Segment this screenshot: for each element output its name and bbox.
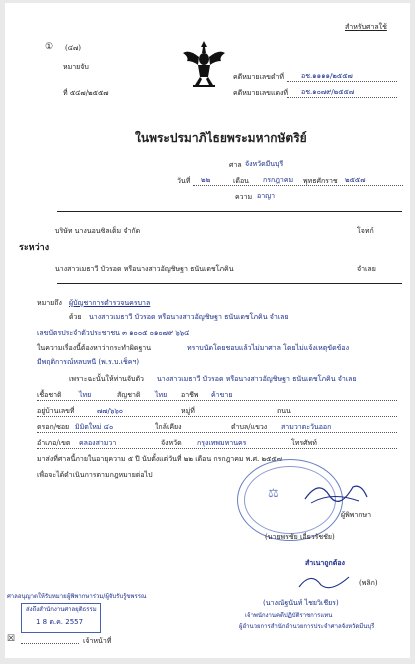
subdistrict-value: สามวาตะวันออก — [281, 423, 332, 431]
closing-text: เพื่อจะได้ดำเนินการตามกฎหมายต่อไป — [37, 471, 153, 479]
clerk-role: เจ้าพนักงานคดีปฏิบัติราชการแทน — [245, 612, 333, 619]
case-type-label: ความ — [235, 193, 253, 201]
order-value: นางสาวเมธาวี บัวรอด หรือนางสาวอัญชิษฐา ธนันเดชโภคิน จำเลย — [157, 375, 357, 383]
case-red-value: อช.๑๐๗๙/๒๕๕๗ — [301, 88, 355, 96]
defendant-role: จำเลย — [357, 265, 376, 273]
judge-name: (นายพรชัย เอี่ยวรัชชัย) — [265, 533, 335, 541]
month-value: กรกฎาคม — [263, 176, 294, 184]
near-label: ใกล้เคียง — [155, 423, 182, 431]
stamp-org: ส่งถึงสำนักงานศาลยุติธรรม — [26, 606, 97, 613]
to-value: ผู้บัญชาการตำรวจนครบาล — [69, 299, 151, 307]
case-black-label: คดีหมายเลขดำที่ — [233, 73, 285, 81]
document-title: ในพระปรมาภิไธยพระมหากษัตริย์ — [135, 131, 307, 145]
officer-sign-label: เจ้าหน้าที่ — [83, 637, 112, 645]
race-label: เชื้อชาติ — [37, 391, 62, 399]
soi-label: ตรอก/ซอย — [37, 423, 70, 431]
clerk-role-2: ผู้อำนวยการสำนักอำนวยการประจำศาลจังหวัดมีนบุรี — [239, 623, 375, 630]
summons-label: หมายจับ — [63, 63, 89, 71]
day-label: วันที่ — [177, 177, 191, 185]
nationality-label: สัญชาติ — [117, 391, 141, 399]
plaintiff-name: บริษัท นางนอนซิลเต็ม จำกัด — [55, 227, 141, 235]
court-value: จังหวัดมีนบุรี — [245, 160, 284, 168]
case-red-label: คดีหมายเลขแดงที่ — [233, 89, 289, 97]
district-value: คลองสามวา — [79, 439, 117, 447]
judge-role: ผู้พิพากษา — [341, 511, 372, 519]
case-black-value: อช.๑๑๑๑/๒๕๕๗ — [301, 72, 353, 80]
province-value: กรุงเทพมหานคร — [197, 439, 247, 447]
judge-signature-icon — [301, 477, 371, 507]
clerk-signature-icon — [297, 571, 353, 593]
soi-value: มิมิตใหม่ ๔๐ — [75, 423, 114, 431]
with-label: ด้วย — [69, 313, 82, 321]
received-label: ศาลอนุญาตให้รับหมาย — [7, 593, 67, 600]
defendant-name: นางสาวเมธาวี บัวรอด หรือนางสาวอัญชิษฐา ธนันเดชโภคิน — [55, 265, 234, 273]
deadline-text: มาส่งที่ศาลนี้ภายในอายุความ ๕ ปี นับตั้งแต่วันที่ ๒๒ เดือน กรกฎาคม พ.ศ. ๒๕๕๗ — [37, 455, 282, 463]
plaintiff-role: โจทก์ — [357, 227, 374, 235]
charge-label: ในความเรื่องนี้ต้องหาว่ากระทำผิดฐาน — [37, 344, 152, 352]
occupation-value: ค้าขาย — [211, 391, 233, 399]
occupation-label: อาชีพ — [181, 391, 199, 399]
moo-label: หมู่ที่ — [181, 407, 195, 415]
nationality-value: ไทย — [155, 391, 168, 399]
to-label: หมายถึง — [37, 299, 62, 307]
month-label: เดือน — [233, 177, 249, 185]
subdistrict-label: ตำบล/แขวง — [231, 423, 268, 431]
checkbox-icon: ☒ — [7, 634, 16, 644]
phone-label: โทรศัพท์ — [291, 439, 317, 447]
order-label: เพราะฉะนั้นให้ท่านจับตัว — [69, 375, 144, 383]
order-number: ที่ ๕๔๗/๒๕๕๗ — [63, 89, 109, 97]
address-label: อยู่บ้านเลขที่ — [37, 407, 75, 415]
law-line: มีพฤติการณ์หลบหนี (พ.ร.บ.เช็คฯ) — [37, 358, 140, 366]
page-turn-label: (พลิก) — [359, 579, 378, 587]
form-number: (๔๗) — [65, 44, 82, 52]
circled-one-mark: ① — [45, 42, 54, 52]
id-line: เลขบัตรประจำตัวประชาชน ๓ ๑๐๐๕ ๐๑๐๗๙ ๖๖๔ — [37, 329, 190, 337]
court-label: ศาล — [229, 161, 242, 169]
year-label: พุทธศักราช — [303, 177, 338, 185]
stamp-date: 1 8 ต.ค. 2557 — [36, 618, 84, 626]
copy-certified-label: สำเนาถูกต้อง — [305, 559, 345, 567]
court-copy-label: สำหรับศาลใช้ — [345, 23, 387, 31]
district-label: อำเภอ/เขต — [37, 439, 71, 447]
year-value: ๒๕๕๗ — [345, 176, 366, 184]
province-label: จังหวัด — [161, 439, 182, 447]
day-value: ๒๒ — [201, 176, 211, 184]
case-type-value: อาญา — [257, 192, 276, 200]
date-stamp — [21, 603, 101, 633]
charge-value: ทราบนัดโดยชอบแล้วไม่มาศาล โดยไม่แจ้งเหตุขัดข้อง — [187, 344, 350, 352]
road-label: ถนน — [277, 407, 291, 415]
clerk-name: (นางณัฐนันท์ ไชยวิเชียร) — [263, 599, 339, 607]
seal-emblem-icon: ⚖ — [268, 486, 279, 500]
with-value: นางสาวเมธาวี บัวรอด หรือนางสาวอัญชิษฐา ธนันเดชโภคิน จำเลย — [89, 313, 289, 321]
court-document — [5, 3, 410, 658]
race-value: ไทย — [79, 391, 92, 399]
address-value: ๗๗/๖๖๐ — [97, 407, 124, 415]
between-label: ระหว่าง — [19, 243, 50, 253]
garuda-emblem-icon — [181, 39, 227, 89]
officer-label: ผู้พิพากษาร่วม/ผู้จับรับรู้ขพรรณ — [67, 593, 147, 600]
